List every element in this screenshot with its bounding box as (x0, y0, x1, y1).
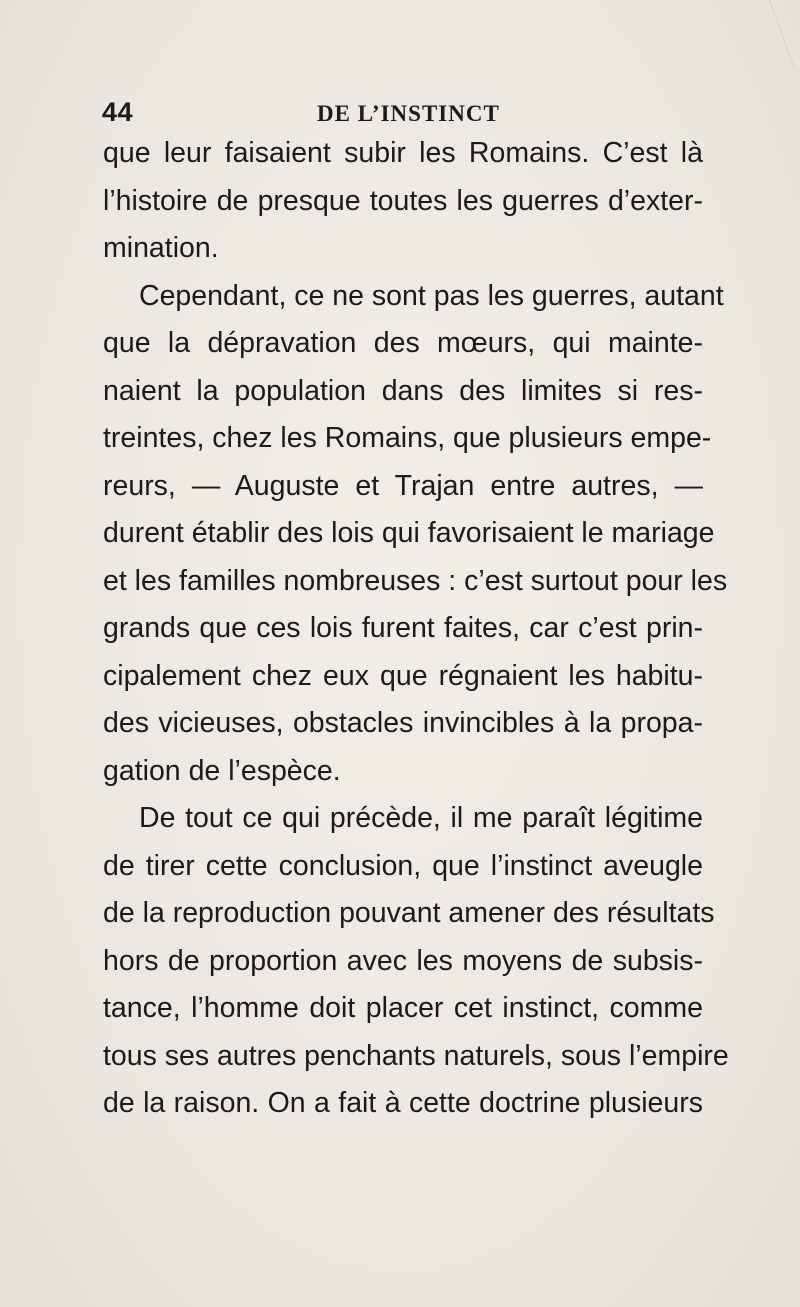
text-line: Cependant, ce ne sont pas les guerres, autant (139, 279, 724, 312)
text-line: De tout ce qui précède, il me paraît légitime (139, 802, 703, 834)
text-line: treintes, chez les Romains, que plusieurs empe- (103, 422, 712, 454)
text-line: tous ses autres penchants naturels, sous l’empire (103, 1039, 729, 1072)
page-number: 44 (102, 97, 134, 127)
text-line: l’histoire de presque toutes les guerres d’exter- (103, 184, 703, 217)
text-line: de la reproduction pouvant amener des résultats (103, 897, 715, 929)
text-line: et les familles nombreuses : c’est surtout pour les (103, 564, 728, 597)
body-text (103, 130, 729, 1128)
text-line: mination. (103, 232, 219, 264)
text-line: que leur faisaient subir les Romains. C’est là (103, 137, 703, 169)
text-line: reurs, — Auguste et Trajan entre autres, — (103, 469, 703, 502)
text-line: que la dépravation des mœurs, qui mainte- (103, 327, 703, 359)
text-line: hors de proportion avec les moyens de subsis- (103, 944, 703, 977)
text-line: grands que ces lois furent faites, car c’est prin- (103, 612, 703, 644)
running-head: DE L’INSTINCT (317, 101, 500, 126)
text-line: des vicieuses, obstacles invincibles à la propa- (103, 707, 703, 739)
text-line: de tirer cette conclusion, que l’instinct aveugle (103, 849, 703, 882)
text-line: de la raison. On a fait à cette doctrine plusieurs (103, 1087, 703, 1119)
text-line: cipalement chez eux que régnaient les habitu- (103, 659, 703, 692)
text-line: tance, l’homme doit placer cet instinct, comme (103, 992, 703, 1024)
text-line: durent établir des lois qui favorisaient le mariage (103, 517, 715, 549)
text-line: gation de l’espèce. (103, 754, 341, 787)
text-line: naient la population dans des limites si res- (103, 374, 703, 407)
page-edge-mark (769, 0, 800, 70)
